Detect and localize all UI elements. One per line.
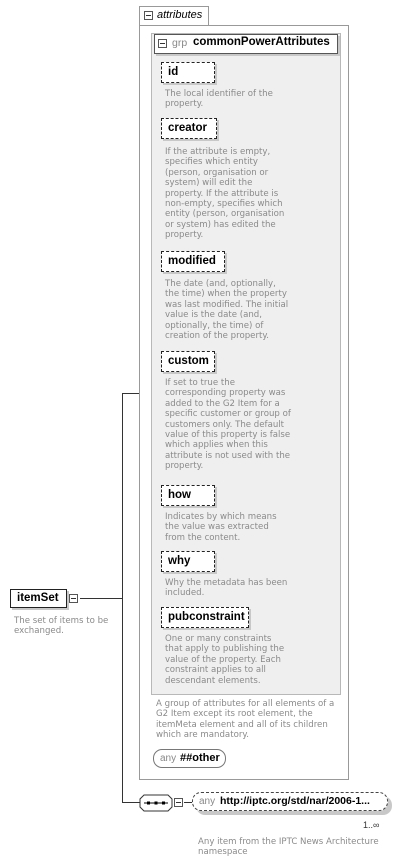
attribute-creator-description: If the attribute is empty, specifies which entity (person, organisation or system) will edit the property. If the attribute is non-empty, specifies which entity (person, organisation or system) has edited the property. xyxy=(165,147,285,241)
attribute-modified-description: The date (and, optionally, the time) when the property was last modified. The initial value is the date (and, optionally, the time) of creation of the property. xyxy=(165,279,289,342)
connector-to-attributes xyxy=(122,393,140,394)
attribute-pubconstraint[interactable]: pubconstraint xyxy=(161,607,249,628)
connector-to-sequence xyxy=(122,802,140,803)
any-element-description: Any item from the IPTC News Architecture namespace xyxy=(198,837,379,858)
attributes-header: attributes xyxy=(157,9,203,21)
attribute-why-description: Why the metadata has been included. xyxy=(165,578,288,599)
sequence-compositor-icon[interactable] xyxy=(139,794,173,812)
attribute-id[interactable]: id xyxy=(161,62,215,83)
connector-vertical xyxy=(122,393,123,802)
any-element-label: http://iptc.org/std/nar/2006-1... xyxy=(220,795,370,807)
group-name: commonPowerAttributes xyxy=(193,36,330,48)
any-element-prefix: any xyxy=(199,796,216,807)
attribute-id-description: The local identifier of the property. xyxy=(165,89,273,110)
attribute-why[interactable]: why xyxy=(161,551,215,572)
attribute-modified[interactable]: modified xyxy=(161,251,225,272)
attribute-creator[interactable]: creator xyxy=(161,118,217,139)
group-prefix: grp xyxy=(172,37,188,49)
attribute-custom[interactable]: custom xyxy=(161,351,215,372)
attribute-how[interactable]: how xyxy=(161,485,215,506)
any-other-label: ##other xyxy=(180,752,220,764)
element-itemset-description: The set of items to be exchanged. xyxy=(14,616,109,637)
group-collapse-icon[interactable] xyxy=(158,39,167,48)
element-itemset-name: itemSet xyxy=(17,592,59,604)
attribute-pubconstraint-description: One or many constraints that apply to publishing the value of the property. Each constraint applies to all descendant elements. xyxy=(165,634,285,686)
group-description: A group of attributes for all elements of a G2 Item except its root element, the itemMeta element and all of its children which are mandatory. xyxy=(156,699,335,741)
attribute-how-description: Indicates by which means the value was extracted from the content. xyxy=(165,512,277,543)
attribute-custom-description: If set to true the corresponding property was added to the G2 Item for a specific customer or group of customers only. The default value of this property is false which applies when this attribute is not used with the property. xyxy=(165,378,291,472)
sequence-collapse-icon[interactable] xyxy=(174,798,183,807)
any-other-prefix: any xyxy=(160,753,177,764)
connector-root-horizontal xyxy=(80,598,122,599)
element-itemset-collapse-icon[interactable] xyxy=(69,594,78,603)
connector-sequence-to-any xyxy=(184,802,192,803)
any-element-cardinality: 1..∞ xyxy=(363,820,380,830)
attributes-collapse-icon[interactable] xyxy=(144,11,153,20)
